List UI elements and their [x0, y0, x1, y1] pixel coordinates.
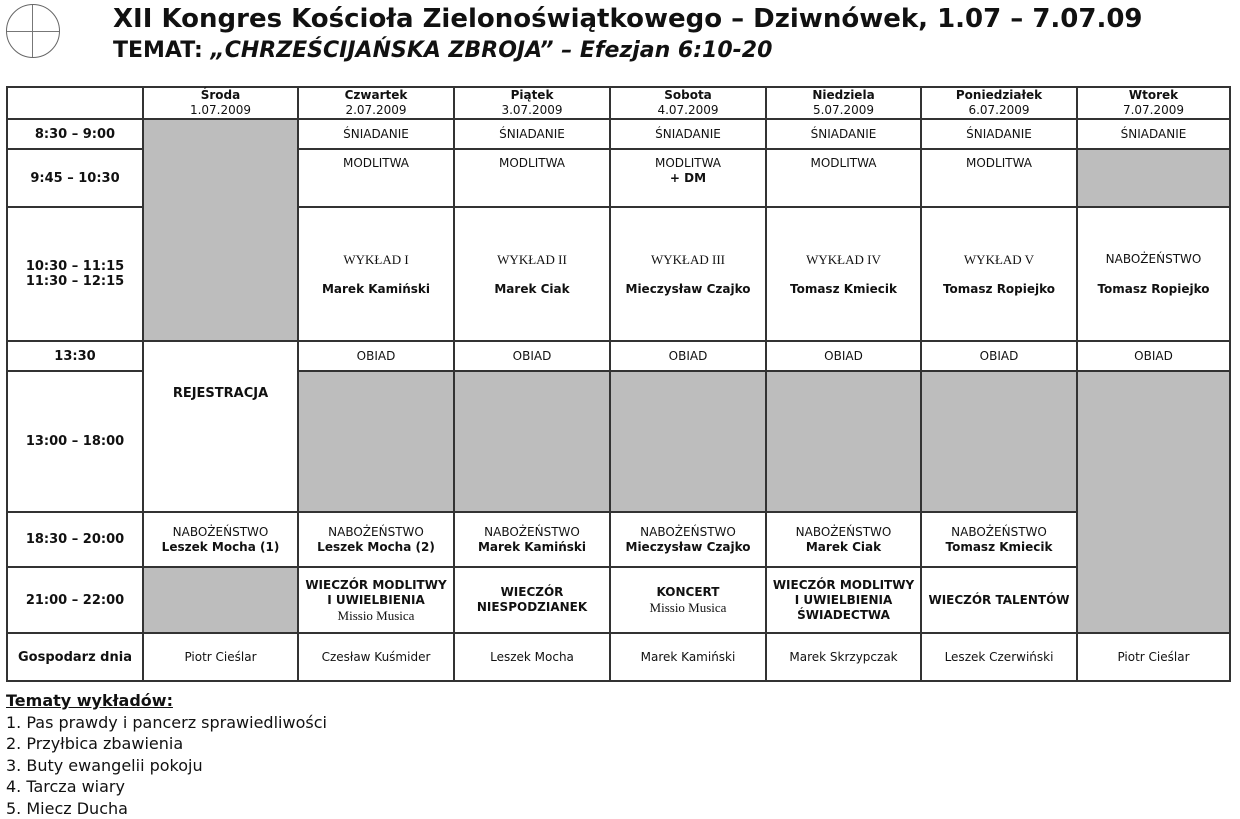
empty-cell	[1077, 371, 1230, 633]
lecture-cell: WYKŁAD III Mieczysław Czajko	[610, 207, 766, 341]
table-row	[7, 567, 1230, 633]
schedule-table	[6, 86, 1231, 682]
host-cell: Piotr Cieślar	[143, 633, 298, 681]
empty-cell	[921, 371, 1077, 512]
service-cell: NABOŻEŃSTWO Leszek Mocha (2)	[298, 512, 454, 567]
empty-cell	[454, 371, 610, 512]
lunch-cell: OBIAD	[921, 341, 1077, 371]
empty-cell	[766, 371, 921, 512]
breakfast-cell: ŚNIADANIE	[610, 119, 766, 149]
evening-cell: WIECZÓR MODLITWY I UWIELBIENIA Missio Musica	[298, 567, 454, 633]
lecture-cell: WYKŁAD V Tomasz Ropiejko	[921, 207, 1077, 341]
empty-cell	[1077, 149, 1230, 207]
prayer-cell: MODLITWA + DM	[610, 149, 766, 207]
day-header: Wtorek 7.07.2009	[1077, 87, 1230, 119]
header-row	[7, 87, 1230, 119]
evening-cell: WIECZÓR NIESPODZIANEK	[454, 567, 610, 633]
registration-cell: REJESTRACJA	[143, 341, 298, 512]
lecture-cell: WYKŁAD II Marek Ciak	[454, 207, 610, 341]
day-header: Poniedziałek 6.07.2009	[921, 87, 1077, 119]
empty-cell	[143, 567, 298, 633]
service-cell: NABOŻEŃSTWO Leszek Mocha (1)	[143, 512, 298, 567]
topic-item: 1. Pas prawdy i pancerz sprawiedliwości	[6, 712, 327, 732]
church-logo	[6, 4, 60, 58]
empty-cell	[298, 371, 454, 512]
topic-item: 5. Miecz Ducha	[6, 798, 128, 818]
time-cell: 18:30 – 20:00	[7, 512, 143, 567]
theme-label: TEMAT:	[113, 38, 203, 63]
theme-text: „CHRZEŚCIJAŃSKA ZBROJA” – Efezjan 6:10-20	[210, 38, 773, 63]
host-cell: Leszek Czerwiński	[921, 633, 1077, 681]
breakfast-cell: ŚNIADANIE	[766, 119, 921, 149]
breakfast-cell: ŚNIADANIE	[1077, 119, 1230, 149]
time-cell: 21:00 – 22:00	[7, 567, 143, 633]
prayer-cell: MODLITWA	[921, 149, 1077, 207]
corner-cell	[7, 87, 143, 119]
empty-cell	[610, 371, 766, 512]
time-cell: 8:30 – 9:00	[7, 119, 143, 149]
evening-cell: WIECZÓR MODLITWY I UWIELBIENIA ŚWIADECTWA	[766, 567, 921, 633]
breakfast-cell: ŚNIADANIE	[921, 119, 1077, 149]
day-header: Niedziela 5.07.2009	[766, 87, 921, 119]
lecture-cell: WYKŁAD I Marek Kamiński	[298, 207, 454, 341]
day-header: Środa 1.07.2009	[143, 87, 298, 119]
topic-item: 4. Tarcza wiary	[6, 777, 125, 796]
host-cell: Piotr Cieślar	[1077, 633, 1230, 681]
host-cell: Leszek Mocha	[454, 633, 610, 681]
topics-heading: Tematy wykładów:	[6, 691, 173, 710]
theme-heading	[113, 38, 772, 63]
lecture-topics	[6, 690, 327, 819]
lunch-cell: OBIAD	[454, 341, 610, 371]
empty-cell	[143, 119, 298, 341]
lunch-cell: OBIAD	[766, 341, 921, 371]
lunch-cell: OBIAD	[610, 341, 766, 371]
time-cell: 9:45 – 10:30	[7, 149, 143, 207]
breakfast-cell: ŚNIADANIE	[298, 119, 454, 149]
lunch-cell: OBIAD	[298, 341, 454, 371]
time-cell: 10:30 – 11:15 11:30 – 12:15	[7, 207, 143, 341]
page-title: XII Kongres Kościoła Zielonoświątkowego – Dziwnówek, 1.07 – 7.07.09	[113, 4, 1143, 34]
time-cell: Gospodarz dnia	[7, 633, 143, 681]
host-cell: Marek Skrzypczak	[766, 633, 921, 681]
table-row	[7, 119, 1230, 149]
lecture-cell: WYKŁAD IV Tomasz Kmiecik	[766, 207, 921, 341]
evening-cell: WIECZÓR TALENTÓW	[921, 567, 1077, 633]
day-header: Sobota 4.07.2009	[610, 87, 766, 119]
host-cell: Marek Kamiński	[610, 633, 766, 681]
host-cell: Czesław Kuśmider	[298, 633, 454, 681]
day-header: Czwartek 2.07.2009	[298, 87, 454, 119]
prayer-cell: MODLITWA	[766, 149, 921, 207]
topic-item: 2. Przyłbica zbawienia	[6, 734, 184, 753]
breakfast-cell: ŚNIADANIE	[454, 119, 610, 149]
table-row	[7, 341, 1230, 371]
service-cell: NABOŻEŃSTWO Marek Ciak	[766, 512, 921, 567]
prayer-cell: MODLITWA	[454, 149, 610, 207]
service-cell: NABOŻEŃSTWO Marek Kamiński	[454, 512, 610, 567]
time-cell: 13:30	[7, 341, 143, 371]
service-cell: NABOŻEŃSTWO Mieczysław Czajko	[610, 512, 766, 567]
service-cell: NABOŻEŃSTWO Tomasz Ropiejko	[1077, 207, 1230, 341]
table-row	[7, 512, 1230, 567]
service-cell: NABOŻEŃSTWO Tomasz Kmiecik	[921, 512, 1077, 567]
table-row	[7, 633, 1230, 681]
prayer-cell: MODLITWA	[298, 149, 454, 207]
evening-cell: KONCERT Missio Musica	[610, 567, 766, 633]
day-header: Piątek 3.07.2009	[454, 87, 610, 119]
lunch-cell: OBIAD	[1077, 341, 1230, 371]
time-cell: 13:00 – 18:00	[7, 371, 143, 512]
topic-item: 3. Buty ewangelii pokoju	[6, 755, 203, 775]
